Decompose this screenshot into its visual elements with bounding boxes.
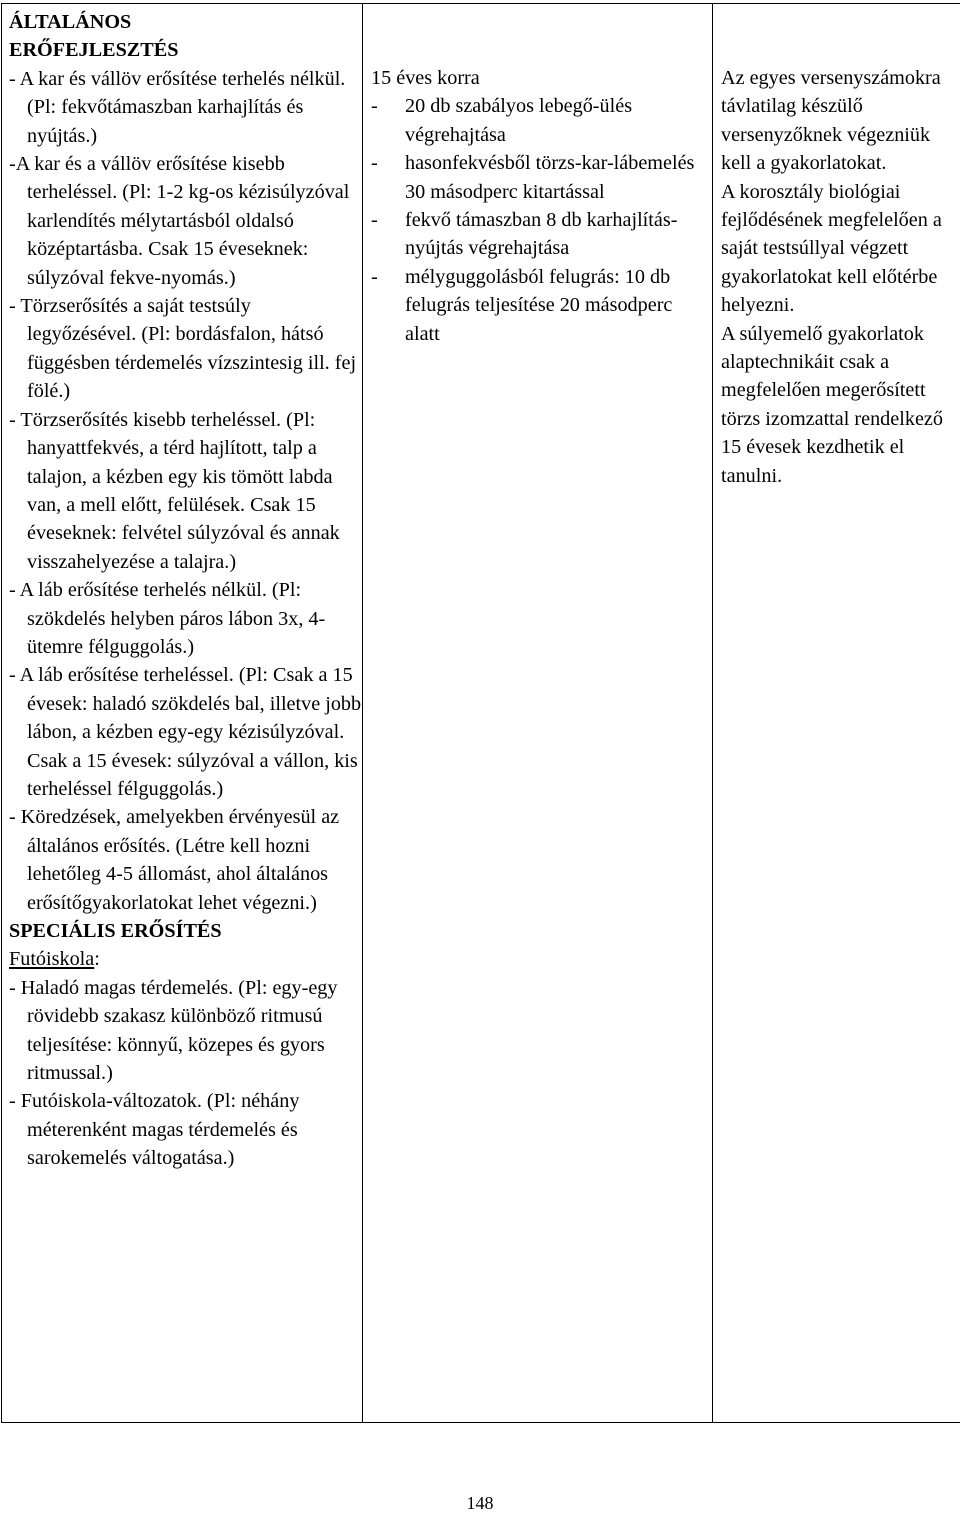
list-item-text: mélyguggolásból felugrás: 10 db felugrás teljesítése 20 másodperc alatt — [405, 263, 708, 348]
column-requirements — [363, 4, 713, 1423]
list-item: - A láb erősítése terheléssel. (Pl: Csak a 15 évesek: haladó szökdelés bal, illetve jobb lábon, a kézben egy-egy kézisúlyzóval. Csak a 15 évesek: súlyzóval a vállon, kis terheléssel félguggolás.) — [9, 661, 362, 803]
subheading-colon: : — [94, 948, 100, 970]
list-item: - Köredzések, amelyekben érvényesül az általános erősítés. (Létre kell hozni lehetőleg 4-5 állomást, ahol általános erősítőgyakorlatokat lehet végezni.) — [9, 803, 362, 917]
list-item: - Törzserősítés a saját testsúly legyőzésével. (Pl: bordásfalon, hátsó függésben térdemelés vízszintesig ill. fej fölé.) — [9, 292, 362, 406]
subheading-label: Futóiskola — [9, 948, 94, 970]
list-item: - Törzserősítés kisebb terheléssel. (Pl: hanyattfekvés, a térd hajlított, talp a talajon, a kézben egy kis tömött labda van, a mell előtt, felülések. Csak 15 éveseknek: felvétel súlyzóval és annak visszahelyezése a talajra.) — [9, 406, 362, 576]
list-item-text: hasonfekvésből törzs-kar-lábemelés 30 másodperc kitartással — [405, 149, 708, 206]
list-item: - Haladó magas térdemelés. (Pl: egy-egy rövidebb szakasz különböző ritmusú teljesítése: könnyű, közepes és gyors ritmussal.) — [9, 974, 362, 1088]
table-row — [2, 4, 960, 1423]
requirements-list — [371, 92, 708, 348]
note-paragraph: A korosztály biológiai fejlődésének megfelelően a saját testsúllyal végzett gyakorlatokat kell előtérbe helyezni. — [721, 178, 957, 320]
list-bullet: - — [371, 263, 405, 348]
page-number: 148 — [0, 1492, 960, 1514]
note-paragraph: A súlyemelő gyakorlatok alaptechnikáit csak a megfelelően megerősített törzs izomzattal rendelkező 15 évesek kezdhetik el tanulni. — [721, 320, 957, 490]
list-item: - A láb erősítése terhelés nélkül. (Pl: szökdelés helyben páros lábon 3x, 4-ütemre félguggolás.) — [9, 576, 362, 661]
content-table — [1, 3, 960, 1423]
section-heading-special: SPECIÁLIS ERŐSÍTÉS — [9, 917, 362, 945]
list-item: -A kar és a vállöv erősítése kisebb terheléssel. (Pl: 1-2 kg-os kézisúlyzóval karlendítés mélytartásból oldalsó középtartásba. Csak 15 éveseknek: súlyzóval fekve-nyomás.) — [9, 150, 362, 292]
requirements-intro: 15 éves korra — [371, 64, 708, 92]
list-item — [371, 263, 708, 348]
list-bullet: - — [371, 149, 405, 206]
list-item — [371, 149, 708, 206]
list-item — [371, 92, 708, 149]
notes-text — [713, 4, 960, 490]
column-notes — [713, 4, 960, 1423]
note-paragraph: Az egyes versenyszámokra távlatilag készülő versenyzőknek végezniük kell a gyakorlatokat. — [721, 64, 957, 178]
subheading-running-school — [9, 945, 362, 973]
column-exercises — [2, 4, 363, 1423]
general-exercise-list — [9, 65, 362, 917]
list-bullet: - — [371, 206, 405, 263]
list-item-text: fekvő támaszban 8 db karhajlítás-nyújtás végrehajtása — [405, 206, 708, 263]
list-item-text: 20 db szabályos lebegő-ülés végrehajtása — [405, 92, 708, 149]
list-item — [371, 206, 708, 263]
list-item: - A kar és vállöv erősítése terhelés nélkül. (Pl: fekvőtámaszban karhajlítás és nyújtás.) — [9, 65, 362, 150]
list-bullet: - — [371, 92, 405, 149]
section-heading-general: ÁLTALÁNOS ERŐFEJLESZTÉS — [9, 8, 209, 65]
list-item: - Futóiskola-változatok. (Pl: néhány méterenként magas térdemelés és sarokemelés váltogatása.) — [9, 1087, 362, 1172]
special-exercise-list — [9, 974, 362, 1173]
